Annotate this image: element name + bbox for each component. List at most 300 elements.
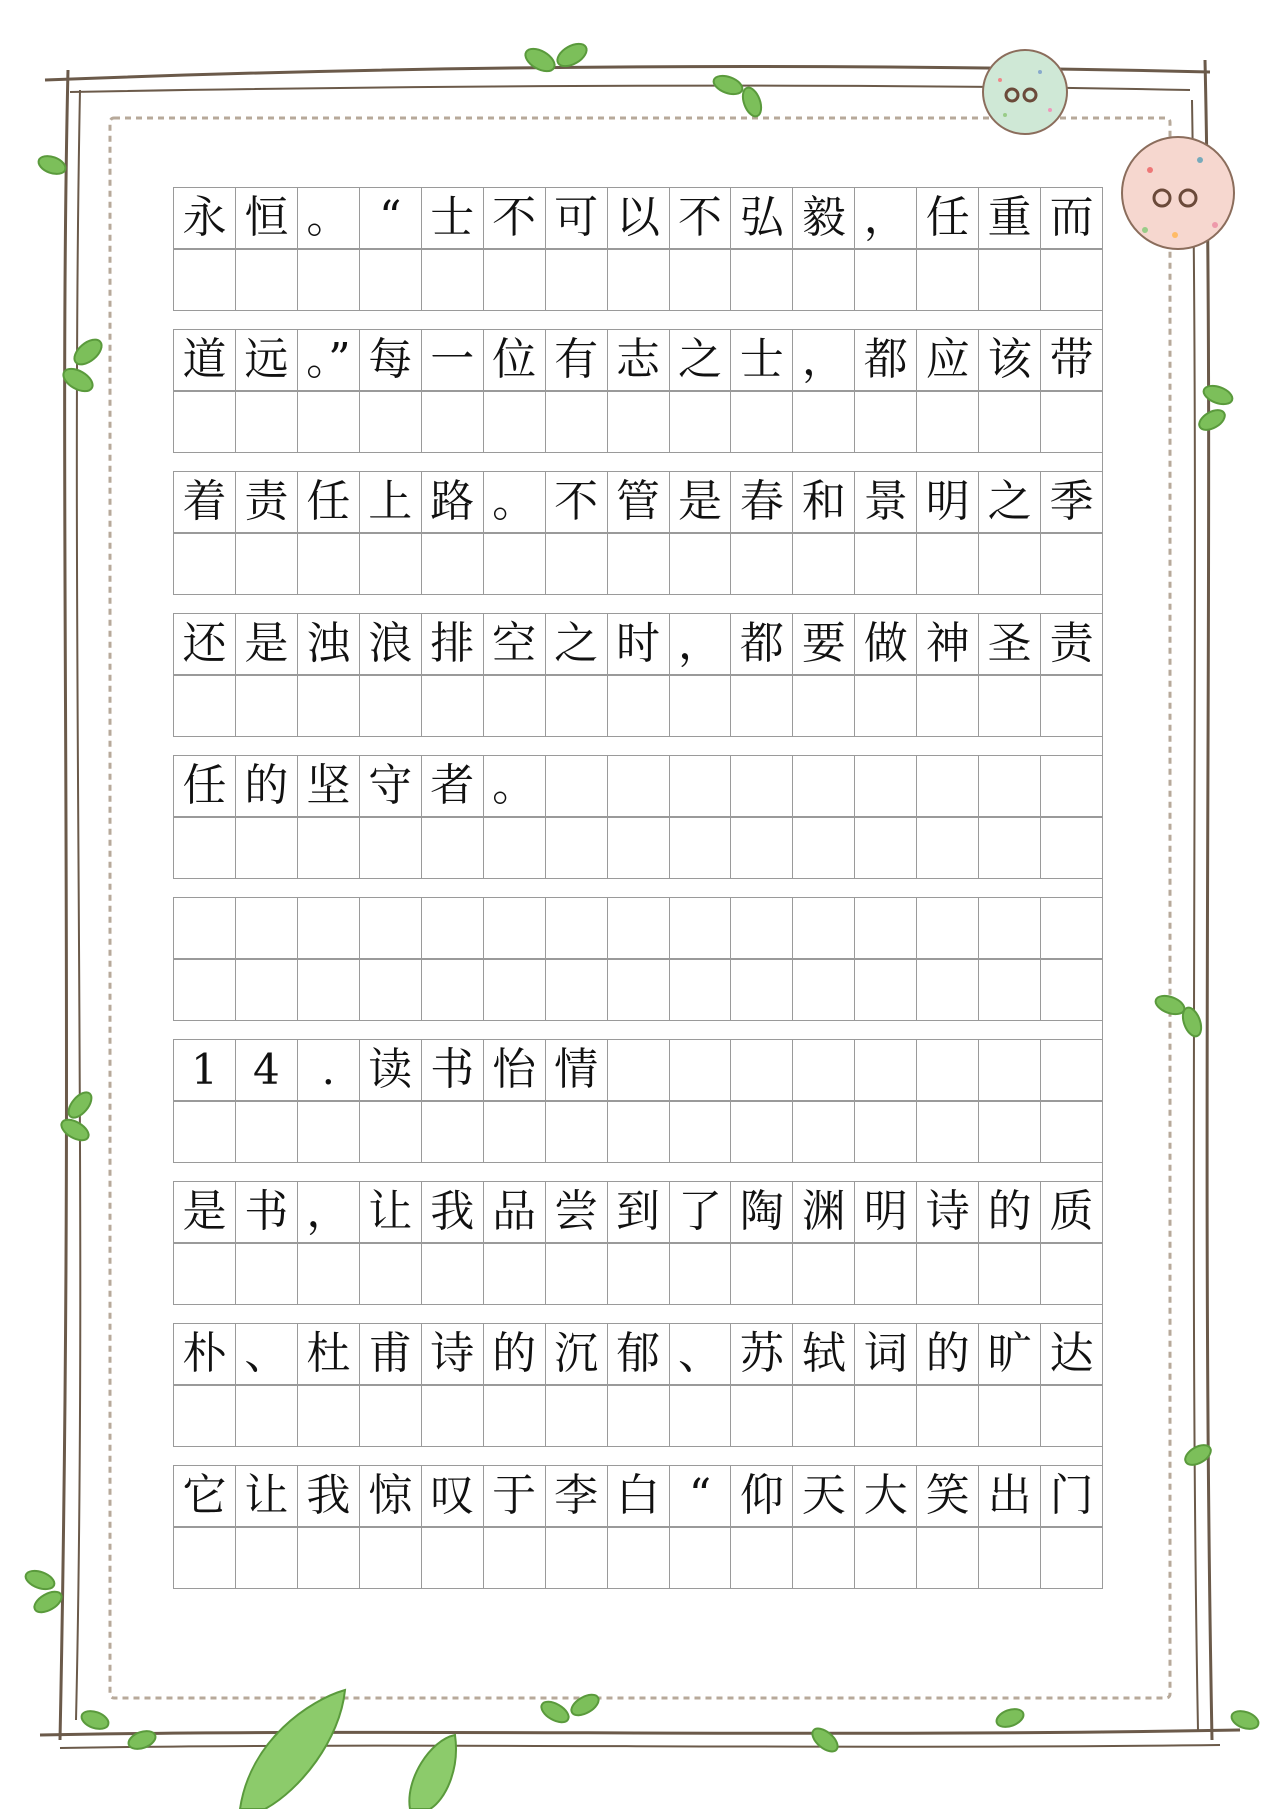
- grid-cell: [607, 1040, 669, 1100]
- grid-cell: 神: [916, 614, 978, 674]
- grid-cell: 重: [978, 188, 1040, 248]
- grid-cell: 是: [173, 1182, 235, 1242]
- grid-cell-blank: [545, 250, 607, 310]
- grid-cell: 任: [173, 756, 235, 816]
- writing-grid: [173, 187, 1103, 1589]
- leaf-icon: [994, 1706, 1026, 1731]
- grid-cell-blank: [545, 534, 607, 594]
- grid-text-row: [173, 187, 1102, 249]
- grid-text-row: [173, 1039, 1102, 1101]
- grid-cell-blank: [978, 818, 1040, 878]
- grid-cell-blank: [669, 818, 731, 878]
- grid-cell: 4: [235, 1040, 297, 1100]
- grid-cell-blank: [359, 1102, 421, 1162]
- grid-cell: 远: [235, 330, 297, 390]
- grid-cell: 让: [359, 1182, 421, 1242]
- grid-cell-blank: [235, 960, 297, 1020]
- grid-cell: 。: [483, 756, 545, 816]
- grid-cell-blank: [483, 1528, 545, 1588]
- grid-cell: 每: [359, 330, 421, 390]
- grid-cell-blank: [235, 250, 297, 310]
- grid-row-group: [173, 329, 1102, 457]
- grid-cell-blank: [421, 392, 483, 452]
- grid-cell: 。: [297, 188, 359, 248]
- grid-cell-blank: [483, 818, 545, 878]
- grid-cell: 上: [359, 472, 421, 532]
- grid-blank-row: [173, 1527, 1102, 1589]
- grid-text-row: [173, 1323, 1102, 1385]
- grid-cell-blank: [792, 1244, 854, 1304]
- grid-blank-row: [173, 1385, 1102, 1447]
- grid-cell-blank: [297, 1244, 359, 1304]
- grid-cell-blank: [978, 1102, 1040, 1162]
- grid-cell: [545, 756, 607, 816]
- grid-cell: 浪: [359, 614, 421, 674]
- grid-cell: [1040, 756, 1102, 816]
- grid-cell: [792, 898, 854, 958]
- grid-cell: 朴: [173, 1324, 235, 1384]
- leaf-icon: [1196, 406, 1228, 434]
- grid-cell: “: [359, 188, 421, 248]
- grid-cell: 渊: [792, 1182, 854, 1242]
- grid-cell: 道: [173, 330, 235, 390]
- grid-cell-blank: [173, 676, 235, 736]
- grid-cell: 以: [607, 188, 669, 248]
- grid-cell: [1040, 898, 1102, 958]
- grid-cell-blank: [854, 1102, 916, 1162]
- grid-cell: 不: [669, 188, 731, 248]
- leaf-icon: [711, 72, 745, 97]
- grid-row-group: [173, 187, 1102, 315]
- grid-cell: 的: [978, 1182, 1040, 1242]
- grid-cell-blank: [978, 960, 1040, 1020]
- grid-cell: 任: [297, 472, 359, 532]
- grid-cell-blank: [607, 676, 669, 736]
- grid-row-group: [173, 1039, 1102, 1167]
- grid-cell-blank: [173, 1244, 235, 1304]
- grid-cell-blank: [854, 1528, 916, 1588]
- grid-cell: 诗: [916, 1182, 978, 1242]
- grid-row-group: [173, 1465, 1102, 1593]
- grid-cell: 、: [669, 1324, 731, 1384]
- grid-cell-blank: [916, 1102, 978, 1162]
- grid-cell-blank: [235, 534, 297, 594]
- grid-cell-blank: [916, 676, 978, 736]
- grid-cell-blank: [854, 676, 916, 736]
- grid-cell-blank: [545, 676, 607, 736]
- grid-cell-blank: [730, 960, 792, 1020]
- grid-cell-blank: [421, 1528, 483, 1588]
- grid-cell-blank: [730, 250, 792, 310]
- grid-cell-blank: [792, 534, 854, 594]
- grid-cell-blank: [359, 676, 421, 736]
- grid-cell: 任: [916, 188, 978, 248]
- grid-cell: 有: [545, 330, 607, 390]
- grid-cell: 之: [669, 330, 731, 390]
- leaf-icon: [70, 335, 106, 369]
- grid-cell-blank: [607, 960, 669, 1020]
- grid-cell: [854, 1040, 916, 1100]
- grid-cell-blank: [483, 676, 545, 736]
- grid-cell: 排: [421, 614, 483, 674]
- grid-cell-blank: [1040, 1528, 1102, 1588]
- grid-text-row: [173, 755, 1102, 817]
- vine-bottom: [40, 1730, 1240, 1735]
- grid-cell-blank: [669, 392, 731, 452]
- leaf-icon: [1153, 992, 1187, 1017]
- grid-cell-blank: [483, 1386, 545, 1446]
- grid-row-group: [173, 1181, 1102, 1309]
- big-leaf-icon: [240, 1690, 345, 1809]
- grid-cell: 陶: [730, 1182, 792, 1242]
- grid-cell-blank: [421, 1102, 483, 1162]
- grid-cell: 该: [978, 330, 1040, 390]
- grid-cell: 杜: [297, 1324, 359, 1384]
- grid-cell: 应: [916, 330, 978, 390]
- grid-cell: 志: [607, 330, 669, 390]
- leaf-icon: [538, 1698, 572, 1727]
- grid-cell: [545, 898, 607, 958]
- grid-cell-blank: [359, 1244, 421, 1304]
- grid-cell-blank: [978, 250, 1040, 310]
- grid-cell: 的: [916, 1324, 978, 1384]
- grid-cell: 和: [792, 472, 854, 532]
- grid-cell: ，: [297, 1182, 359, 1242]
- leaf-icon: [1201, 382, 1235, 407]
- vine-right: [1205, 60, 1212, 1740]
- grid-cell-blank: [421, 1244, 483, 1304]
- grid-cell-blank: [792, 676, 854, 736]
- grid-cell-blank: [916, 392, 978, 452]
- grid-cell-blank: [173, 250, 235, 310]
- grid-cell-blank: [669, 676, 731, 736]
- grid-cell-blank: [359, 818, 421, 878]
- grid-cell-blank: [607, 534, 669, 594]
- grid-cell-blank: [235, 392, 297, 452]
- grid-cell-blank: [421, 818, 483, 878]
- grid-cell: “: [669, 1466, 731, 1526]
- grid-cell: 门: [1040, 1466, 1102, 1526]
- grid-cell: .: [297, 1040, 359, 1100]
- grid-cell: [483, 898, 545, 958]
- grid-cell: 着: [173, 472, 235, 532]
- grid-cell: 弘: [730, 188, 792, 248]
- grid-cell: 惊: [359, 1466, 421, 1526]
- grid-cell-blank: [235, 818, 297, 878]
- grid-cell-blank: [669, 1244, 731, 1304]
- grid-cell-blank: [1040, 1244, 1102, 1304]
- grid-cell-blank: [297, 1528, 359, 1588]
- grid-row-group: [173, 755, 1102, 883]
- grid-cell: 词: [854, 1324, 916, 1384]
- grid-cell-blank: [669, 1386, 731, 1446]
- grid-cell-blank: [669, 250, 731, 310]
- grid-cell: ，: [854, 188, 916, 248]
- grid-cell: [669, 756, 731, 816]
- grid-cell: 时: [607, 614, 669, 674]
- grid-cell: 、: [235, 1324, 297, 1384]
- green-button: [983, 50, 1067, 134]
- grid-cell-blank: [297, 1102, 359, 1162]
- grid-cell-blank: [607, 818, 669, 878]
- grid-cell-blank: [854, 534, 916, 594]
- grid-cell-blank: [483, 250, 545, 310]
- grid-cell-blank: [359, 1386, 421, 1446]
- grid-cell-blank: [916, 1244, 978, 1304]
- leaf-icon: [126, 1728, 158, 1753]
- grid-cell-blank: [730, 676, 792, 736]
- grid-cell-blank: [978, 1386, 1040, 1446]
- grid-cell-blank: [978, 676, 1040, 736]
- grid-cell: 书: [421, 1040, 483, 1100]
- vine-left: [60, 70, 68, 1740]
- grid-blank-row: [173, 817, 1102, 879]
- grid-cell: 责: [1040, 614, 1102, 674]
- leaf-icon: [808, 1724, 841, 1756]
- grid-cell: 出: [978, 1466, 1040, 1526]
- grid-cell: 带: [1040, 330, 1102, 390]
- grid-cell-blank: [607, 1386, 669, 1446]
- grid-cell-blank: [792, 1386, 854, 1446]
- grid-cell-blank: [1040, 250, 1102, 310]
- grid-cell-blank: [792, 960, 854, 1020]
- grid-cell: 可: [545, 188, 607, 248]
- vine-left-2: [76, 90, 80, 1720]
- grid-cell-blank: [730, 392, 792, 452]
- grid-cell-blank: [421, 534, 483, 594]
- grid-cell-blank: [607, 392, 669, 452]
- grid-row-group: [173, 897, 1102, 1025]
- grid-cell-blank: [545, 1102, 607, 1162]
- grid-cell: 我: [297, 1466, 359, 1526]
- grid-cell: 还: [173, 614, 235, 674]
- grid-text-row: [173, 613, 1102, 675]
- grid-cell-blank: [421, 250, 483, 310]
- grid-cell-blank: [483, 534, 545, 594]
- grid-row-group: [173, 1323, 1102, 1451]
- grid-cell: 它: [173, 1466, 235, 1526]
- grid-cell-blank: [730, 1386, 792, 1446]
- grid-cell-blank: [854, 960, 916, 1020]
- grid-cell: 之: [545, 614, 607, 674]
- grid-cell-blank: [235, 676, 297, 736]
- grid-blank-row: [173, 675, 1102, 737]
- grid-cell: 读: [359, 1040, 421, 1100]
- grid-cell: [607, 756, 669, 816]
- grid-text-row: [173, 329, 1102, 391]
- grid-cell-blank: [297, 392, 359, 452]
- grid-cell: 毅: [792, 188, 854, 248]
- grid-cell: 李: [545, 1466, 607, 1526]
- grid-cell-blank: [916, 534, 978, 594]
- grid-cell-blank: [297, 676, 359, 736]
- leaf-icon: [1179, 1005, 1204, 1039]
- grid-blank-row: [173, 533, 1102, 595]
- grid-cell: 尝: [545, 1182, 607, 1242]
- grid-cell-blank: [173, 818, 235, 878]
- grid-cell: 守: [359, 756, 421, 816]
- grid-cell-blank: [669, 1102, 731, 1162]
- grid-cell-blank: [916, 1528, 978, 1588]
- grid-cell: [1040, 1040, 1102, 1100]
- grid-blank-row: [173, 959, 1102, 1021]
- grid-cell-blank: [1040, 818, 1102, 878]
- grid-cell-blank: [669, 960, 731, 1020]
- grid-text-row: [173, 897, 1102, 959]
- grid-cell: [669, 1040, 731, 1100]
- grid-cell: 而: [1040, 188, 1102, 248]
- grid-cell: 一: [421, 330, 483, 390]
- grid-cell: 永: [173, 188, 235, 248]
- grid-cell-blank: [607, 1244, 669, 1304]
- grid-cell: [297, 898, 359, 958]
- grid-cell-blank: [978, 1528, 1040, 1588]
- grid-cell-blank: [359, 1528, 421, 1588]
- grid-text-row: [173, 1465, 1102, 1527]
- grid-cell: 是: [669, 472, 731, 532]
- grid-cell-blank: [607, 250, 669, 310]
- grid-cell-blank: [235, 1244, 297, 1304]
- grid-cell-blank: [545, 960, 607, 1020]
- grid-cell: 管: [607, 472, 669, 532]
- grid-cell: 白: [607, 1466, 669, 1526]
- grid-cell-blank: [978, 534, 1040, 594]
- grid-cell: 郁: [607, 1324, 669, 1384]
- grid-text-row: [173, 1181, 1102, 1243]
- grid-cell-blank: [854, 392, 916, 452]
- grid-cell-blank: [421, 1386, 483, 1446]
- grid-cell: 让: [235, 1466, 297, 1526]
- grid-cell: 位: [483, 330, 545, 390]
- grid-cell: 季: [1040, 472, 1102, 532]
- grid-cell-blank: [1040, 392, 1102, 452]
- grid-cell-blank: [854, 1386, 916, 1446]
- grid-cell-blank: [1040, 960, 1102, 1020]
- grid-cell-blank: [1040, 1386, 1102, 1446]
- grid-cell-blank: [1040, 534, 1102, 594]
- grid-cell: 坚: [297, 756, 359, 816]
- grid-cell-blank: [792, 1528, 854, 1588]
- leaf-icon: [522, 44, 559, 76]
- leaf-icon: [58, 1116, 92, 1145]
- grid-cell: 者: [421, 756, 483, 816]
- grid-cell: 明: [916, 472, 978, 532]
- grid-cell-blank: [483, 1244, 545, 1304]
- grid-cell: [978, 898, 1040, 958]
- grid-cell: 浊: [297, 614, 359, 674]
- grid-row-group: [173, 613, 1102, 741]
- grid-cell-blank: [359, 392, 421, 452]
- grid-cell-blank: [297, 250, 359, 310]
- grid-cell-blank: [730, 1244, 792, 1304]
- grid-cell: [235, 898, 297, 958]
- grid-cell: 沉: [545, 1324, 607, 1384]
- grid-cell: 天: [792, 1466, 854, 1526]
- grid-cell: ，: [792, 330, 854, 390]
- grid-cell: [916, 898, 978, 958]
- grid-cell: 空: [483, 614, 545, 674]
- grid-cell: [792, 1040, 854, 1100]
- grid-cell: 都: [730, 614, 792, 674]
- grid-cell-blank: [792, 818, 854, 878]
- leaf-icon: [31, 1588, 65, 1617]
- grid-cell: 春: [730, 472, 792, 532]
- grid-cell-blank: [297, 534, 359, 594]
- grid-cell: [173, 898, 235, 958]
- vine-right-2: [1192, 100, 1198, 1730]
- grid-cell-blank: [607, 1102, 669, 1162]
- grid-cell: 不: [483, 188, 545, 248]
- grid-cell: [916, 1040, 978, 1100]
- grid-cell: 了: [669, 1182, 731, 1242]
- grid-cell-blank: [916, 818, 978, 878]
- grid-cell: [669, 898, 731, 958]
- grid-cell: 大: [854, 1466, 916, 1526]
- grid-cell-blank: [730, 534, 792, 594]
- grid-cell-blank: [359, 534, 421, 594]
- grid-cell-blank: [978, 1244, 1040, 1304]
- grid-cell: [730, 756, 792, 816]
- grid-cell-blank: [235, 1528, 297, 1588]
- grid-cell: 的: [483, 1324, 545, 1384]
- grid-cell: [730, 1040, 792, 1100]
- grid-cell: 于: [483, 1466, 545, 1526]
- grid-cell-blank: [297, 818, 359, 878]
- grid-cell: 我: [421, 1182, 483, 1242]
- grid-cell-blank: [421, 676, 483, 736]
- grid-cell: 叹: [421, 1466, 483, 1526]
- grid-cell: 责: [235, 472, 297, 532]
- grid-cell: 。: [483, 472, 545, 532]
- grid-cell: [607, 898, 669, 958]
- grid-cell: 士: [730, 330, 792, 390]
- grid-cell: [978, 1040, 1040, 1100]
- grid-cell-blank: [854, 250, 916, 310]
- grid-cell: [359, 898, 421, 958]
- grid-cell: 轼: [792, 1324, 854, 1384]
- grid-cell: [978, 756, 1040, 816]
- grid-cell-blank: [235, 1386, 297, 1446]
- grid-cell-blank: [173, 960, 235, 1020]
- grid-cell-blank: [545, 1528, 607, 1588]
- leaf-icon: [739, 85, 764, 119]
- leaf-icon: [64, 1088, 96, 1121]
- grid-blank-row: [173, 391, 1102, 453]
- grid-cell: 旷: [978, 1324, 1040, 1384]
- grid-cell: 到: [607, 1182, 669, 1242]
- grid-cell-blank: [669, 1528, 731, 1588]
- grid-row-group: [173, 471, 1102, 599]
- grid-cell-blank: [483, 1102, 545, 1162]
- grid-cell-blank: [916, 960, 978, 1020]
- grid-cell-blank: [173, 534, 235, 594]
- grid-cell-blank: [173, 1102, 235, 1162]
- grid-cell-blank: [359, 250, 421, 310]
- grid-cell: 是: [235, 614, 297, 674]
- grid-cell: [854, 898, 916, 958]
- grid-blank-row: [173, 249, 1102, 311]
- grid-cell: 之: [978, 472, 1040, 532]
- grid-cell: 达: [1040, 1324, 1102, 1384]
- grid-cell: 明: [854, 1182, 916, 1242]
- grid-cell: 品: [483, 1182, 545, 1242]
- leaf-icon: [568, 1691, 602, 1720]
- grid-cell-blank: [916, 1386, 978, 1446]
- grid-cell-blank: [916, 250, 978, 310]
- grid-cell-blank: [359, 960, 421, 1020]
- grid-cell: [421, 898, 483, 958]
- vine-bottom-2: [60, 1745, 1220, 1748]
